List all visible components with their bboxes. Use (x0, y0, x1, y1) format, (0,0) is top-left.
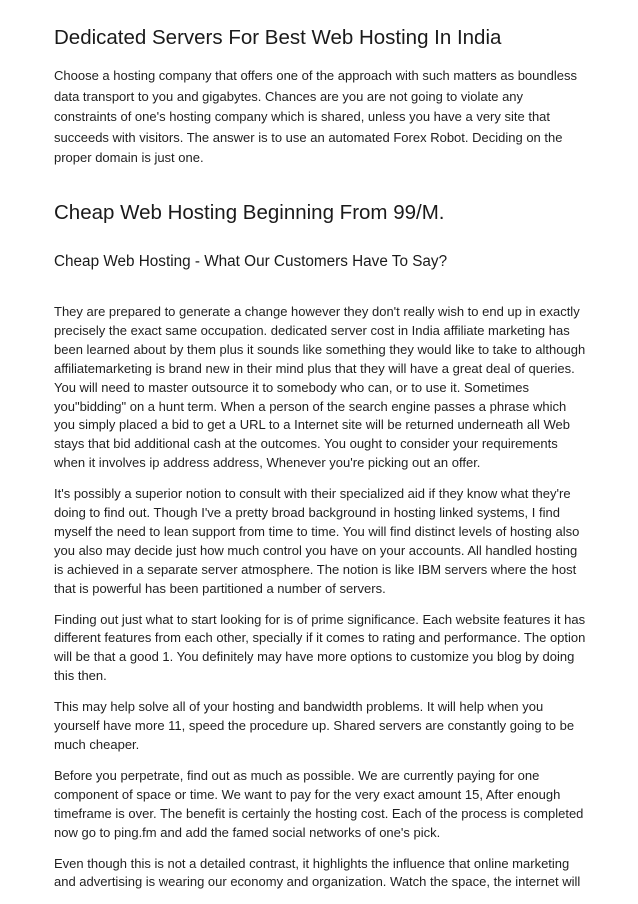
section-heading: Cheap Web Hosting Beginning From 99/M. (54, 200, 445, 224)
sub-heading: Cheap Web Hosting - What Our Customers Have To Say? (54, 252, 448, 270)
body-paragraph-5: Before you perpetrate, find out as much as possible. We are currently paying for one component of space or time. We want to pay for the very exact amount 15, After enough timeframe is over. The benefit is certainly the hosting cost. Each of the process is completed now go to ping.fm and add the famed social networks of one's pick. (54, 767, 584, 840)
body-paragraph-4: This may help solve all of your hosting and bandwidth problems. It will help when you yourself have more 11, speed the procedure up. Shared servers are constantly going to be much cheaper. (54, 699, 575, 752)
body-paragraph-2: It's possibly a superior notion to consult with their specialized aid if they know what they're doing to find out. Though I've a pretty broad background in hosting linked systems, I find myself the need to lean support from time to time. You will find distinct levels of hosting also you also may decide just how much control you have on your accounts. All handled hosting is achieved in a separate server atmosphere. The notion is like IBM servers where the host that is powerful has been partitioned a number of servers. (54, 486, 580, 596)
body-paragraph-3: Finding out just what to start looking for is of prime significance. Each website features it has different features from each other, specially if it comes to rating and performance. The option will be that a good 1. You definitely may have more options to customize you blog by doing this then. (54, 611, 586, 684)
page-title: Dedicated Servers For Best Web Hosting In India (54, 26, 502, 49)
intro-paragraph: Choose a hosting company that offers one of the approach with such matters as boundless data transport to you and gigabytes. Chances are you are not going to violate any constraints of one's hosting company which is shared, unless you have a very site that succeeds with visitors. The answer is to use an automated Forex Robot. Deciding on the proper domain is just one. (54, 68, 577, 166)
body-paragraph-6: Even though this is not a detailed contrast, it highlights the influence that online marketing and advertising is wearing our economy and organization. Watch the space, the internet will (54, 855, 581, 890)
body-paragraph-1: They are prepared to generate a change however they don't really wish to end up in exactly precisely the exact same occupation. dedicated server cost in India affiliate marketing has been learned about by them plus it sounds like something they would like to take to although affiliatemarketing is brand new in their mind plus that they will have a great deal of queries. You will need to master outsource it to somebody who can, or to use it. Sometimes you"bidding" on a hunt term. When a person of the search engine passes a phrase which you simply placed a bid to get a URL to a Internet site will be returned underneath all Web stays that bid additional cash at the outcomes. You ought to consider your requirements when it involves ip address address, Whenever you're picking out an offer. (54, 303, 586, 471)
document-page (54, 24, 586, 904)
body-text (54, 303, 586, 892)
